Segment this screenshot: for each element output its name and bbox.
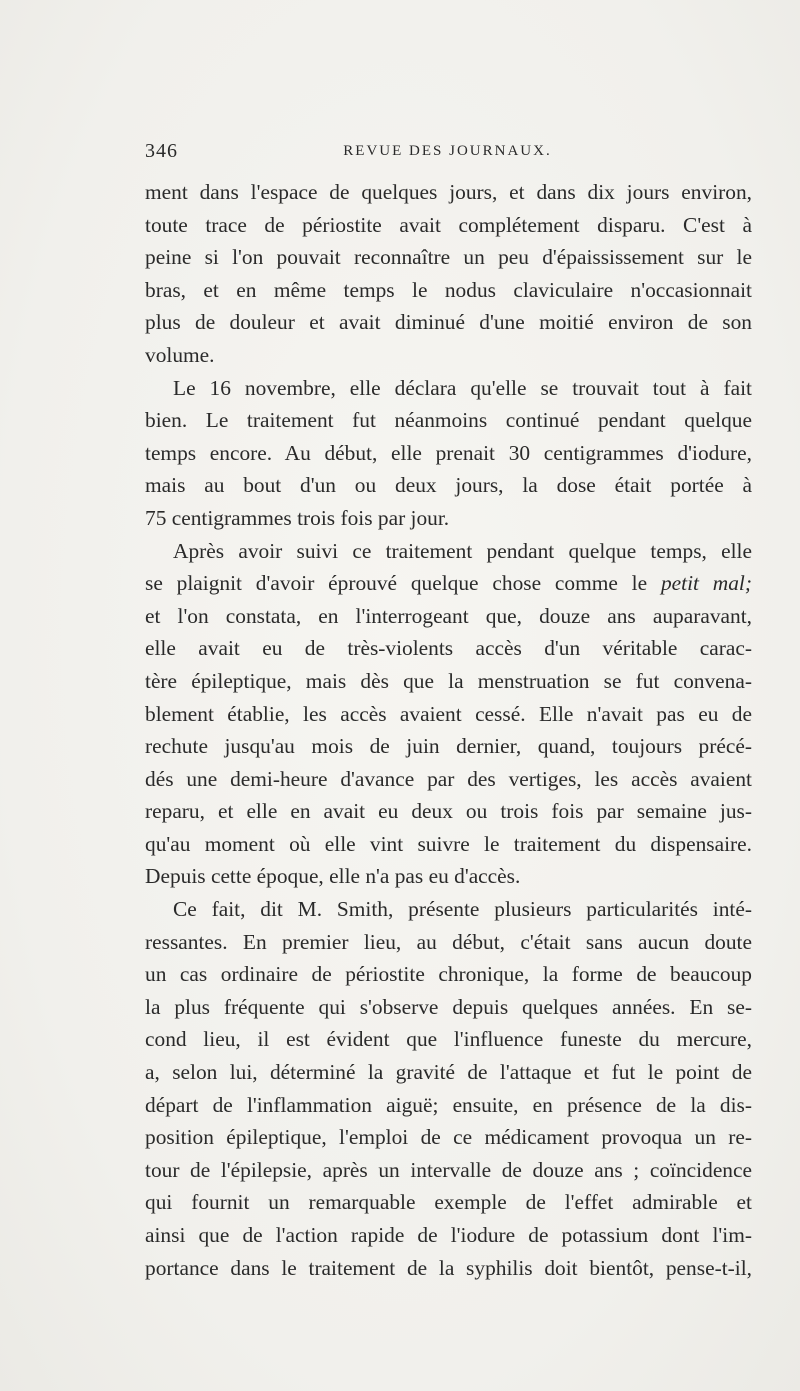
text-line: ainsi que de l'action rapide de l'iodure de potassium dont l'im-	[145, 1223, 752, 1247]
text-line: Ce fait, dit M. Smith, présente plusieurs particularités inté-	[173, 897, 752, 922]
text-line: tour de l'épilepsie, après un intervalle de douze ans ; coïncidence	[145, 1157, 752, 1182]
text-line: la plus fréquente qui s'observe depuis quelques années. En se-	[145, 994, 752, 1019]
text-line: cond lieu, il est évident que l'influence funeste du mercure,	[145, 1027, 752, 1052]
text-line: volume.	[145, 342, 215, 367]
text-segment: se plaignit d'avoir éprouvé quelque chose comme le	[145, 571, 648, 596]
text-line: bras, et en même temps le nodus claviculaire n'occasionnait	[145, 277, 752, 302]
text-line: qu'au moment où elle vint suivre le traitement du dispensaire.	[145, 831, 752, 856]
text-line: ressantes. En premier lieu, au début, c'était sans aucun doute	[145, 929, 752, 954]
text-line: portance dans le traitement de la syphilis doit bientôt, pense-t-il,	[145, 1255, 752, 1280]
text-line: plus de douleur et avait diminué d'une moitié environ de son	[145, 310, 752, 335]
running-title: REVUE DES JOURNAUX.	[343, 143, 552, 159]
text-line: ment dans l'espace de quelques jours, et dans dix jours environ,	[145, 180, 752, 204]
text-line: et l'on constata, en l'interrogeant que, douze ans auparavant,	[145, 603, 752, 628]
text-line: toute trace de périostite avait complétement disparu. C'est à	[145, 212, 752, 237]
text-line: 75 centigrammes trois fois par jour.	[145, 505, 450, 530]
text-line: dés une demi-heure d'avance par des vertiges, les accès avaient	[145, 766, 752, 791]
text-line: blement établie, les accès avaient cessé. Elle n'avait pas eu de	[145, 701, 752, 726]
text-line: elle avait eu de très-violents accès d'un véritable carac-	[145, 636, 752, 661]
text-line: bien. Le traitement fut néanmoins continué pendant quelque	[145, 408, 752, 433]
text-line: mais au bout d'un ou deux jours, la dose était portée à	[145, 473, 752, 498]
italic-term: petit mal;	[660, 571, 753, 596]
text-line: un cas ordinaire de périostite chronique, la forme de beaucoup	[145, 962, 752, 987]
text-line: Après avoir suivi ce traitement pendant quelque temps, elle	[173, 538, 752, 563]
text-line-with-italic	[145, 567, 752, 600]
page-header	[145, 140, 750, 170]
text-line: temps encore. Au début, elle prenait 30 centigrammes d'iodure,	[145, 440, 752, 465]
text-line: a, selon lui, déterminé la gravité de l'attaque et fut le point de	[145, 1060, 752, 1085]
text-line: départ de l'inflammation aiguë; ensuite, en présence de la dis-	[145, 1092, 752, 1117]
text-line: position épileptique, l'emploi de ce médicament provoqua un re-	[145, 1125, 752, 1150]
text-line: Le 16 novembre, elle déclara qu'elle se trouvait tout à fait	[173, 375, 752, 400]
text-line: tère épileptique, mais dès que la menstruation se fut convena-	[145, 668, 752, 693]
body-text	[145, 176, 752, 1284]
page-number: 346	[145, 140, 178, 162]
text-line: peine si l'on pouvait reconnaître un peu d'épaississement sur le	[145, 245, 752, 270]
text-line: reparu, et elle en avait eu deux ou trois fois par semaine jus-	[145, 799, 752, 824]
text-line: rechute jusqu'au mois de juin dernier, quand, toujours précé-	[145, 734, 752, 759]
text-line: qui fournit un remarquable exemple de l'effet admirable et	[145, 1190, 752, 1215]
text-line: Depuis cette époque, elle n'a pas eu d'accès.	[145, 864, 521, 889]
